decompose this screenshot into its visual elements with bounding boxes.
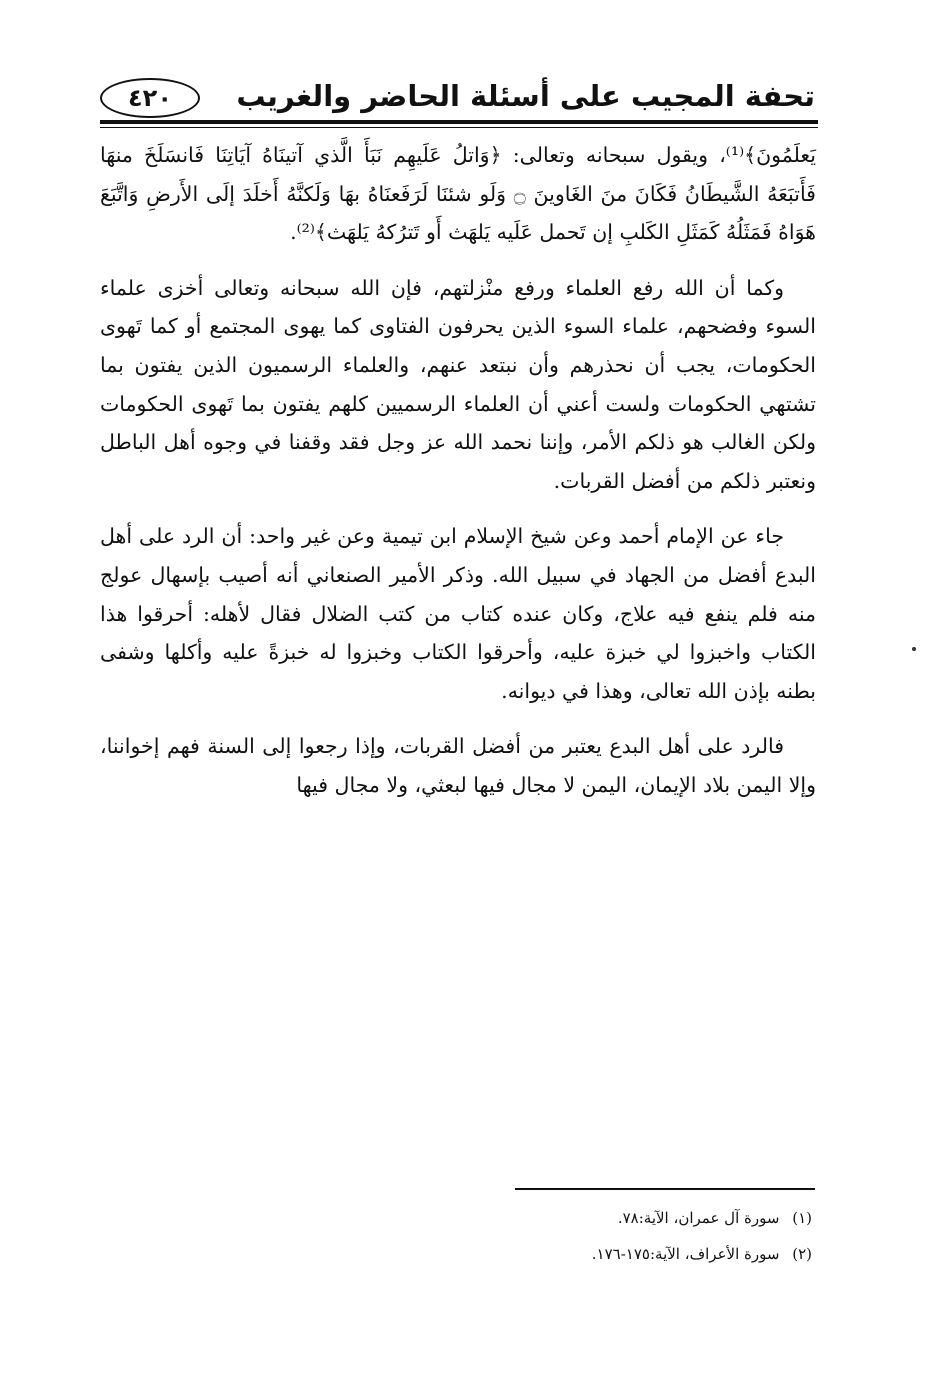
- footnote-divider: [515, 1188, 815, 1190]
- page-number: ٤٢٠: [100, 78, 200, 118]
- book-title: تحفة المجيب على أسئلة الحاضر والغريب: [236, 79, 815, 113]
- footnote-number: (٢): [792, 1245, 812, 1263]
- footnote-2: [400, 1236, 812, 1272]
- margin-dot: [912, 647, 916, 651]
- footnote-text: سورة آل عمران، الآية:٧٨.: [617, 1209, 780, 1227]
- main-text: [100, 136, 816, 822]
- page-header: [100, 72, 815, 124]
- paragraph-scholars: وكما أن الله رفع العلماء ورفع منْزلتهم، فإن الله سبحانه وتعالى أخزى علماء السوء وفضحهم، علماء السوء الذين يحرفون الفتاوى كما يهوى المجتمع أو كما تَهوى الحكومات، يجب أن نحذرهم وأن نبتعد عنهم، والعلماء الرسميون الذين يفتون بما تشتهي الحكومات ولست أعني أن العلماء الرسميين كلهم يفتون بما تَهوى الحكومات ولكن الغالب هو ذلكم الأمر، وإننا نحمد الله عز وجل فقد وقفنا في وجوه أهل الباطل ونعتبر ذلكم من أفضل القربات.: [100, 275, 816, 493]
- header-rule-thick: [100, 120, 818, 124]
- paragraph-quran-quote: يَعلَمُونَ﴾⁽¹⁾، ويقول سبحانه وتعالى: ﴿وَاتلُ عَلَيهِم نَبَأَ الَّذي آتينَاهُ آيَاتِنَا فَانسَلَخَ منهَا فَأَتبَعَهُ الشَّيطَانُ فَكَانَ منَ الغَاوينَ ۝ وَلَو شئنَا لَرَفَعنَاهُ بهَا وَلَكنَّهُ أَخلَدَ إلَى الأَرضِ وَاتَّبَعَ هَوَاهُ فَمَثَلُهُ كَمَثَلِ الكَلبِ إن تَحمل عَلَيه يَلهَث أَو تَترُكهُ يَلهَث﴾⁽²⁾.: [100, 143, 816, 245]
- footnote-1: [400, 1200, 812, 1236]
- paragraph-refutation: جاء عن الإمام أحمد وعن شيخ الإسلام ابن تيمية وعن غير واحد: أن الرد على أهل البدع أفضل من الجهاد في سبيل الله. وذكر الأمير الصنعاني أنه أصيب بإسهال عولج منه فلم ينفع فيه علاج، وكان عنده كتاب من كتب الضلال فقال لأهله: أحرقوا هذا الكتاب واخبزوا لي خبزة عليه، وأحرقوا الكتاب وخبزوا له خبزةً عليه وأكلها وشفى بطنه بإذن الله تعالى، وهذا في ديوانه.: [100, 524, 816, 703]
- paragraph-conclusion: فالرد على أهل البدع يعتبر من أفضل القربات، وإذا رجعوا إلى السنة فهم إخواننا، وإلا اليمن بلاد الإيمان، اليمن لا مجال فيها لبعثي، ولا مجال فيها: [100, 734, 816, 797]
- header-rule-thin: [100, 127, 818, 128]
- footnote-text: سورة الأعراف، الآية:١٧٥-١٧٦.: [591, 1245, 780, 1263]
- footnotes: [400, 1200, 812, 1272]
- footnote-number: (١): [792, 1209, 812, 1227]
